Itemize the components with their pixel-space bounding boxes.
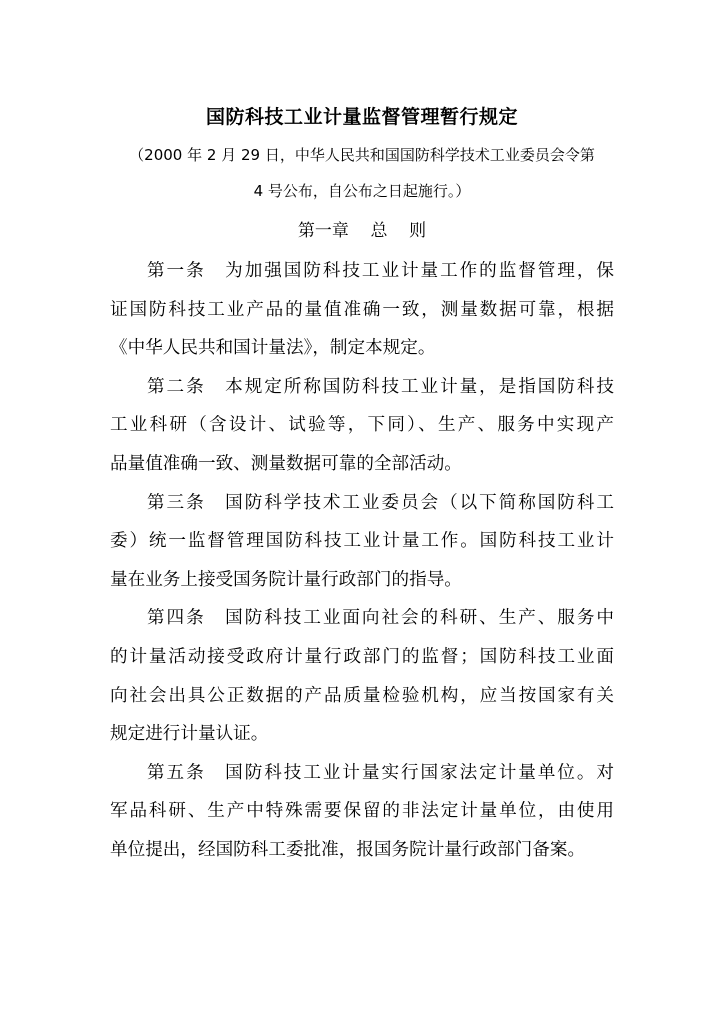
article-3	[110, 484, 614, 600]
article-2	[110, 368, 614, 484]
articles-body	[110, 252, 614, 870]
article-label: 第一条	[147, 261, 206, 281]
article-4	[110, 599, 614, 753]
article-line: 规定进行计量认证。	[110, 724, 269, 745]
article-text: 国防科学技术工业委员会（以下简称国防科工	[225, 492, 614, 513]
article-line: 单位提出，经国防科工委批准，报国务院计量行政部门备案。	[110, 839, 586, 860]
article-line	[110, 484, 614, 523]
document-subtitle-line-1: （2000 年 2 月 29 日，中华人民共和国国防科学技术工业委员会令第	[129, 146, 595, 164]
article-1	[110, 252, 614, 368]
chapter-heading: 第一章 总 则	[297, 221, 427, 241]
article-line	[110, 252, 614, 291]
article-text: 国防科技工业面向社会的科研、生产、服务中	[225, 608, 614, 629]
article-line: 的计量活动接受政府计量行政部门的监督；国防科技工业面	[110, 646, 614, 667]
article-text: 国防科技工业计量实行国家法定计量单位。对	[225, 762, 614, 783]
article-line	[110, 599, 614, 638]
article-text: 为加强国防科技工业计量工作的监督管理，保	[225, 261, 614, 281]
article-line: 证国防科技工业产品的量值准确一致，测量数据可靠，根据	[110, 299, 614, 320]
article-label: 第三条	[147, 492, 206, 513]
article-line	[110, 754, 614, 793]
article-label: 第五条	[147, 762, 206, 783]
article-text: 本规定所称国防科技工业计量，是指国防科技	[225, 376, 614, 397]
article-line: 委）统一监督管理国防科技工业计量工作。国防科技工业计	[110, 531, 614, 552]
article-5	[110, 754, 614, 870]
article-line: 品量值准确一致、测量数据可靠的全部活动。	[110, 453, 462, 474]
document-subtitle-line-2: 4 号公布，自公布之日起施行。）	[253, 182, 471, 200]
article-line: 军品科研、生产中特殊需要保留的非法定计量单位，由使用	[110, 801, 614, 822]
article-line	[110, 368, 614, 407]
article-label: 第四条	[147, 608, 206, 629]
article-line: 向社会出具公正数据的产品质量检验机构，应当按国家有关	[110, 685, 614, 706]
article-line: 工业科研（含设计、试验等，下同）、生产、服务中实现产	[110, 415, 614, 436]
document-title: 国防科技工业计量监督管理暂行规定	[205, 106, 518, 128]
article-line: 量在业务上接受国务院计量行政部门的指导。	[110, 569, 462, 590]
article-label: 第二条	[147, 376, 206, 397]
article-line: 《中华人民共和国计量法》，制定本规定。	[110, 338, 436, 359]
